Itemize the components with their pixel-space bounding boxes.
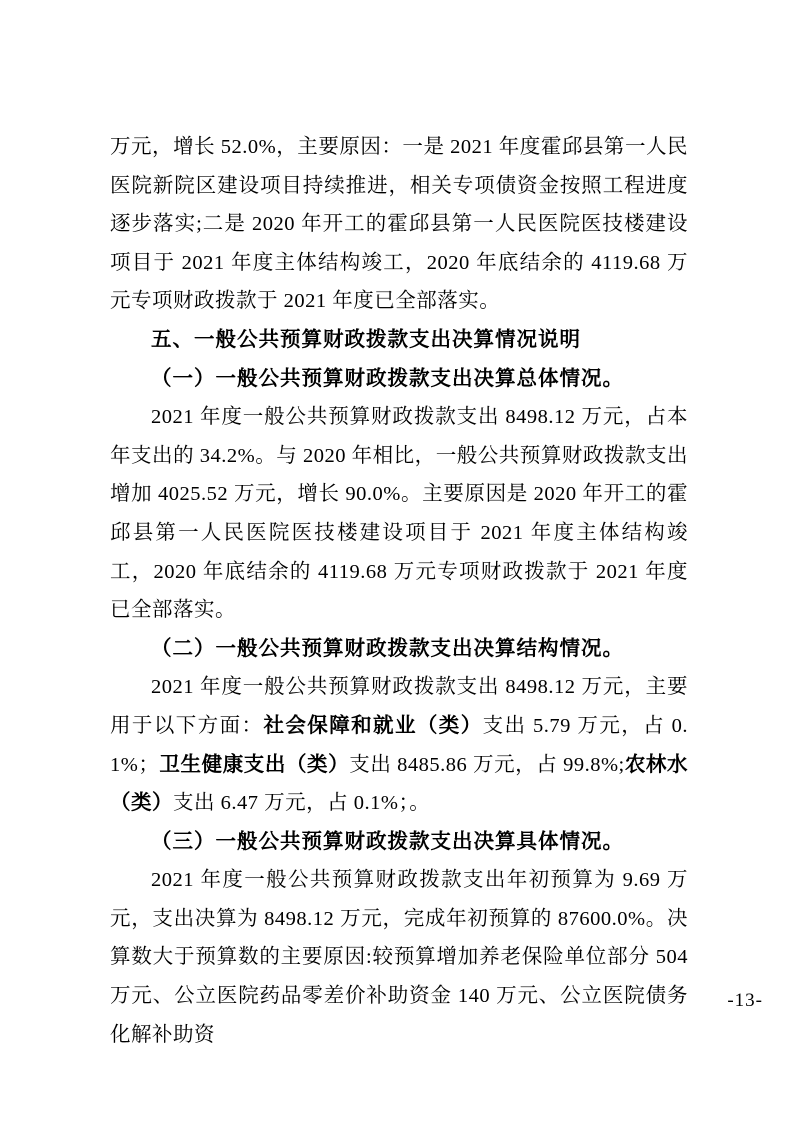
bold-text-run: （三）一般公共预算财政拨款支出决算具体情况。 <box>151 829 624 853</box>
bold-text-run: 农林水（类） <box>110 752 689 815</box>
text-run: 支出 5.79 万元，占 0.1%； <box>110 714 689 776</box>
bold-text-run: （一）一般公共预算财政拨款支出决算总体情况。 <box>151 366 624 390</box>
paragraph <box>110 398 688 630</box>
bold-text-run: 卫生健康支出（类） <box>159 752 350 776</box>
text-run: 2021 年度一般公共预算财政拨款支出 8498.12 万元，主要用于以下方面： <box>110 676 688 737</box>
bold-text-run: 五、一般公共预算财政拨款支出决算情况说明 <box>151 327 581 351</box>
section-heading <box>110 823 688 862</box>
text-run: 2021 年度一般公共预算财政拨款支出年初预算为 9.69 万元，支出决算为 8498.12 万元，完成年初预算的 87600.0%。决算数大于预算数的主要原因:较预算增加养老保险单位部分 504 万元、公立医院药品零差价补助资金 140 万元、公立医院债务化解补助资 <box>110 869 688 1046</box>
paragraph <box>110 861 688 1054</box>
text-run: 支出 6.47 万元，占 0.1%；。 <box>173 792 431 815</box>
document-body <box>110 128 688 1054</box>
text-run: 万元，增长 52.0%，主要原因：一是 2021 年度霍邱县第一人民医院新院区建设项目持续推进，相关专项债资金按照工程进度逐步落实;二是 2020 年开工的霍邱县第一人民医院医技楼建设项目于 2021 年度主体结构竣工，2020 年底结余的 4119.68 万元专项财政拨款于 2021 年度已全部落实。 <box>110 136 688 313</box>
section-heading <box>110 630 688 669</box>
section-heading <box>110 321 688 360</box>
bold-text-run: （二）一般公共预算财政拨款支出决算结构情况。 <box>151 636 624 660</box>
paragraph <box>110 668 688 822</box>
text-run: 2021 年度一般公共预算财政拨款支出 8498.12 万元，占本年支出的 34.2%。与 2020 年相比，一般公共预算财政拨款支出增加 4025.52 万元，增长 90.0%。主要原因是 2020 年开工的霍邱县第一人民医院医技楼建设项目于 2021 年度主体结构竣工，2020 年底结余的 4119.68 万元专项财政拨款于 2021 年度已全部落实。 <box>110 406 688 622</box>
text-run: 支出 8485.86 万元，占 99.8%; <box>349 753 625 776</box>
page-number: -13- <box>727 990 763 1011</box>
paragraph <box>110 128 688 321</box>
bold-text-run: 社会保障和就业（类） <box>263 713 483 737</box>
section-heading <box>110 360 688 399</box>
